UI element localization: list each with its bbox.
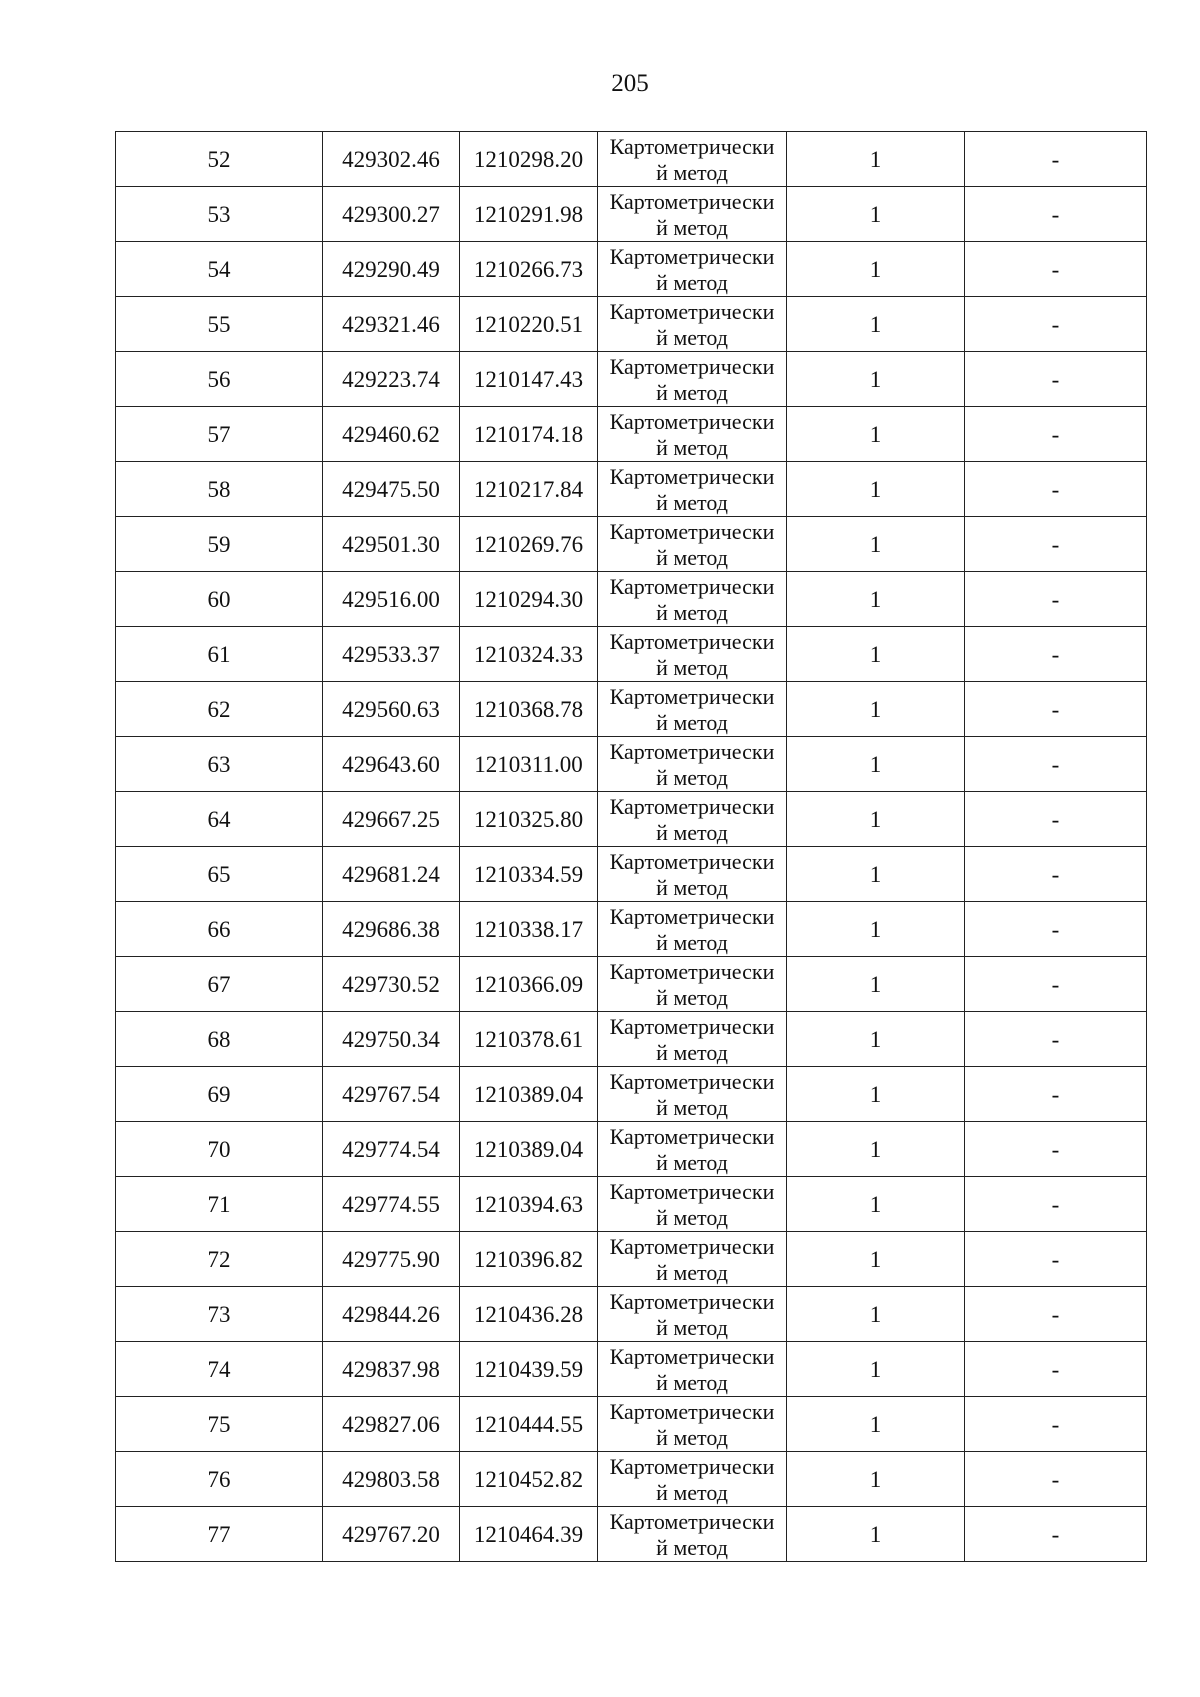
- y-coordinate-cell: 1210452.82: [460, 1452, 598, 1507]
- method-cell: [598, 957, 787, 1012]
- table-row: [116, 682, 1147, 737]
- y-coordinate-cell: 1210394.63: [460, 1177, 598, 1232]
- point-number-cell: 69: [116, 1067, 323, 1122]
- method-cell: [598, 1122, 787, 1177]
- x-coordinate-cell: 429300.27: [323, 187, 460, 242]
- x-coordinate-cell: 429560.63: [323, 682, 460, 737]
- accuracy-cell: 1: [787, 1067, 965, 1122]
- method-line-1: Картометрически: [609, 848, 775, 874]
- table-row: [116, 1232, 1147, 1287]
- note-cell: -: [965, 847, 1147, 902]
- y-coordinate-cell: 1210389.04: [460, 1067, 598, 1122]
- x-coordinate-cell: 429533.37: [323, 627, 460, 682]
- accuracy-cell: 1: [787, 957, 965, 1012]
- table-row: [116, 1067, 1147, 1122]
- point-number-cell: 59: [116, 517, 323, 572]
- table-row: [116, 1452, 1147, 1507]
- point-number-cell: 55: [116, 297, 323, 352]
- table-row: [116, 1122, 1147, 1177]
- method-line-1: Картометрически: [609, 1013, 775, 1039]
- method-line-2: й метод: [656, 324, 728, 350]
- point-number-cell: 75: [116, 1397, 323, 1452]
- method-line-1: Картометрически: [609, 353, 775, 379]
- note-cell: -: [965, 902, 1147, 957]
- x-coordinate-cell: 429667.25: [323, 792, 460, 847]
- table-row: [116, 957, 1147, 1012]
- method-cell: [598, 1507, 787, 1562]
- note-cell: -: [965, 1342, 1147, 1397]
- method-line-2: й метод: [656, 269, 728, 295]
- method-line-2: й метод: [656, 159, 728, 185]
- method-line-1: Картометрически: [609, 518, 775, 544]
- note-cell: -: [965, 957, 1147, 1012]
- method-cell: [598, 462, 787, 517]
- table-row: [116, 902, 1147, 957]
- note-cell: -: [965, 1122, 1147, 1177]
- coordinates-table-body: [116, 132, 1147, 1562]
- point-number-cell: 57: [116, 407, 323, 462]
- y-coordinate-cell: 1210266.73: [460, 242, 598, 297]
- method-line-1: Картометрически: [609, 683, 775, 709]
- accuracy-cell: 1: [787, 1397, 965, 1452]
- x-coordinate-cell: 429321.46: [323, 297, 460, 352]
- accuracy-cell: 1: [787, 462, 965, 517]
- table-row: [116, 737, 1147, 792]
- accuracy-cell: 1: [787, 352, 965, 407]
- method-cell: [598, 572, 787, 627]
- method-cell: [598, 352, 787, 407]
- method-line-1: Картометрически: [609, 1123, 775, 1149]
- method-cell: [598, 1397, 787, 1452]
- method-line-2: й метод: [656, 1369, 728, 1395]
- method-cell: [598, 1452, 787, 1507]
- method-line-2: й метод: [656, 379, 728, 405]
- method-line-2: й метод: [656, 214, 728, 240]
- page-number: 205: [611, 70, 649, 97]
- method-line-2: й метод: [656, 984, 728, 1010]
- note-cell: -: [965, 1397, 1147, 1452]
- method-line-2: й метод: [656, 489, 728, 515]
- point-number-cell: 52: [116, 132, 323, 187]
- method-line-2: й метод: [656, 929, 728, 955]
- method-cell: [598, 1177, 787, 1232]
- point-number-cell: 68: [116, 1012, 323, 1067]
- x-coordinate-cell: 429223.74: [323, 352, 460, 407]
- accuracy-cell: 1: [787, 1287, 965, 1342]
- accuracy-cell: 1: [787, 847, 965, 902]
- y-coordinate-cell: 1210366.09: [460, 957, 598, 1012]
- x-coordinate-cell: 429501.30: [323, 517, 460, 572]
- x-coordinate-cell: 429750.34: [323, 1012, 460, 1067]
- point-number-cell: 64: [116, 792, 323, 847]
- point-number-cell: 76: [116, 1452, 323, 1507]
- point-number-cell: 74: [116, 1342, 323, 1397]
- accuracy-cell: 1: [787, 1507, 965, 1562]
- method-line-2: й метод: [656, 434, 728, 460]
- y-coordinate-cell: 1210291.98: [460, 187, 598, 242]
- point-number-cell: 53: [116, 187, 323, 242]
- method-line-2: й метод: [656, 1204, 728, 1230]
- x-coordinate-cell: 429730.52: [323, 957, 460, 1012]
- accuracy-cell: 1: [787, 1232, 965, 1287]
- y-coordinate-cell: 1210298.20: [460, 132, 598, 187]
- table-row: [116, 1287, 1147, 1342]
- y-coordinate-cell: 1210324.33: [460, 627, 598, 682]
- note-cell: -: [965, 517, 1147, 572]
- method-line-1: Картометрически: [609, 463, 775, 489]
- method-line-1: Картометрически: [609, 958, 775, 984]
- method-line-2: й метод: [656, 874, 728, 900]
- x-coordinate-cell: 429460.62: [323, 407, 460, 462]
- point-number-cell: 77: [116, 1507, 323, 1562]
- accuracy-cell: 1: [787, 1012, 965, 1067]
- table-row: [116, 572, 1147, 627]
- table-row: [116, 1342, 1147, 1397]
- method-line-1: Картометрически: [609, 1068, 775, 1094]
- y-coordinate-cell: 1210396.82: [460, 1232, 598, 1287]
- table-row: [116, 792, 1147, 847]
- y-coordinate-cell: 1210147.43: [460, 352, 598, 407]
- method-cell: [598, 737, 787, 792]
- method-line-2: й метод: [656, 1094, 728, 1120]
- x-coordinate-cell: 429844.26: [323, 1287, 460, 1342]
- y-coordinate-cell: 1210368.78: [460, 682, 598, 737]
- table-row: [116, 407, 1147, 462]
- method-line-2: й метод: [656, 709, 728, 735]
- point-number-cell: 62: [116, 682, 323, 737]
- accuracy-cell: 1: [787, 682, 965, 737]
- y-coordinate-cell: 1210389.04: [460, 1122, 598, 1177]
- point-number-cell: 61: [116, 627, 323, 682]
- accuracy-cell: 1: [787, 407, 965, 462]
- method-line-2: й метод: [656, 544, 728, 570]
- method-line-1: Картометрически: [609, 1398, 775, 1424]
- accuracy-cell: 1: [787, 572, 965, 627]
- table-row: [116, 847, 1147, 902]
- x-coordinate-cell: 429643.60: [323, 737, 460, 792]
- table-row: [116, 1397, 1147, 1452]
- x-coordinate-cell: 429774.54: [323, 1122, 460, 1177]
- method-line-2: й метод: [656, 764, 728, 790]
- note-cell: -: [965, 1507, 1147, 1562]
- method-line-1: Картометрически: [609, 298, 775, 324]
- method-line-2: й метод: [656, 1424, 728, 1450]
- method-line-1: Картометрически: [609, 738, 775, 764]
- method-line-1: Картометрически: [609, 243, 775, 269]
- point-number-cell: 70: [116, 1122, 323, 1177]
- x-coordinate-cell: 429302.46: [323, 132, 460, 187]
- note-cell: -: [965, 407, 1147, 462]
- note-cell: -: [965, 132, 1147, 187]
- point-number-cell: 67: [116, 957, 323, 1012]
- table-row: [116, 242, 1147, 297]
- note-cell: -: [965, 682, 1147, 737]
- note-cell: -: [965, 572, 1147, 627]
- y-coordinate-cell: 1210334.59: [460, 847, 598, 902]
- point-number-cell: 65: [116, 847, 323, 902]
- method-line-1: Картометрически: [609, 1178, 775, 1204]
- y-coordinate-cell: 1210174.18: [460, 407, 598, 462]
- note-cell: -: [965, 352, 1147, 407]
- method-cell: [598, 242, 787, 297]
- x-coordinate-cell: 429775.90: [323, 1232, 460, 1287]
- accuracy-cell: 1: [787, 1122, 965, 1177]
- method-line-1: Картометрически: [609, 408, 775, 434]
- y-coordinate-cell: 1210436.28: [460, 1287, 598, 1342]
- method-cell: [598, 297, 787, 352]
- note-cell: -: [965, 1067, 1147, 1122]
- method-line-1: Картометрически: [609, 133, 775, 159]
- x-coordinate-cell: 429837.98: [323, 1342, 460, 1397]
- method-line-1: Картометрически: [609, 188, 775, 214]
- x-coordinate-cell: 429803.58: [323, 1452, 460, 1507]
- method-cell: [598, 792, 787, 847]
- method-cell: [598, 1287, 787, 1342]
- table-row: [116, 1012, 1147, 1067]
- method-cell: [598, 1067, 787, 1122]
- method-line-1: Картометрически: [609, 1288, 775, 1314]
- accuracy-cell: 1: [787, 1342, 965, 1397]
- coordinates-table: [115, 131, 1147, 1562]
- y-coordinate-cell: 1210378.61: [460, 1012, 598, 1067]
- note-cell: -: [965, 1287, 1147, 1342]
- accuracy-cell: 1: [787, 132, 965, 187]
- method-line-2: й метод: [656, 1534, 728, 1560]
- table-row: [116, 462, 1147, 517]
- method-line-2: й метод: [656, 1479, 728, 1505]
- method-cell: [598, 187, 787, 242]
- point-number-cell: 71: [116, 1177, 323, 1232]
- method-line-1: Картометрически: [609, 628, 775, 654]
- note-cell: -: [965, 1452, 1147, 1507]
- x-coordinate-cell: 429681.24: [323, 847, 460, 902]
- point-number-cell: 60: [116, 572, 323, 627]
- method-line-1: Картометрически: [609, 903, 775, 929]
- point-number-cell: 72: [116, 1232, 323, 1287]
- method-cell: [598, 132, 787, 187]
- x-coordinate-cell: 429686.38: [323, 902, 460, 957]
- x-coordinate-cell: 429767.54: [323, 1067, 460, 1122]
- accuracy-cell: 1: [787, 902, 965, 957]
- point-number-cell: 73: [116, 1287, 323, 1342]
- x-coordinate-cell: 429774.55: [323, 1177, 460, 1232]
- x-coordinate-cell: 429516.00: [323, 572, 460, 627]
- method-line-1: Картометрически: [609, 793, 775, 819]
- table-row: [116, 352, 1147, 407]
- note-cell: -: [965, 1177, 1147, 1232]
- accuracy-cell: 1: [787, 1177, 965, 1232]
- y-coordinate-cell: 1210220.51: [460, 297, 598, 352]
- table-row: [116, 1507, 1147, 1562]
- method-cell: [598, 682, 787, 737]
- y-coordinate-cell: 1210269.76: [460, 517, 598, 572]
- method-line-1: Картометрически: [609, 573, 775, 599]
- method-cell: [598, 517, 787, 572]
- method-line-1: Картометрически: [609, 1233, 775, 1259]
- method-line-1: Картометрически: [609, 1343, 775, 1369]
- x-coordinate-cell: 429767.20: [323, 1507, 460, 1562]
- x-coordinate-cell: 429290.49: [323, 242, 460, 297]
- accuracy-cell: 1: [787, 737, 965, 792]
- table-row: [116, 132, 1147, 187]
- note-cell: -: [965, 737, 1147, 792]
- table-row: [116, 517, 1147, 572]
- table-row: [116, 187, 1147, 242]
- y-coordinate-cell: 1210217.84: [460, 462, 598, 517]
- accuracy-cell: 1: [787, 792, 965, 847]
- note-cell: -: [965, 242, 1147, 297]
- y-coordinate-cell: 1210439.59: [460, 1342, 598, 1397]
- accuracy-cell: 1: [787, 187, 965, 242]
- accuracy-cell: 1: [787, 517, 965, 572]
- note-cell: -: [965, 1232, 1147, 1287]
- note-cell: -: [965, 462, 1147, 517]
- accuracy-cell: 1: [787, 297, 965, 352]
- y-coordinate-cell: 1210464.39: [460, 1507, 598, 1562]
- method-cell: [598, 627, 787, 682]
- method-line-1: Картометрически: [609, 1508, 775, 1534]
- note-cell: -: [965, 297, 1147, 352]
- method-cell: [598, 902, 787, 957]
- accuracy-cell: 1: [787, 627, 965, 682]
- y-coordinate-cell: 1210294.30: [460, 572, 598, 627]
- accuracy-cell: 1: [787, 1452, 965, 1507]
- method-line-2: й метод: [656, 1259, 728, 1285]
- note-cell: -: [965, 792, 1147, 847]
- x-coordinate-cell: 429827.06: [323, 1397, 460, 1452]
- point-number-cell: 56: [116, 352, 323, 407]
- method-cell: [598, 1342, 787, 1397]
- y-coordinate-cell: 1210444.55: [460, 1397, 598, 1452]
- method-cell: [598, 1012, 787, 1067]
- table-row: [116, 1177, 1147, 1232]
- table-row: [116, 297, 1147, 352]
- y-coordinate-cell: 1210325.80: [460, 792, 598, 847]
- method-line-1: Картометрически: [609, 1453, 775, 1479]
- note-cell: -: [965, 187, 1147, 242]
- method-line-2: й метод: [656, 654, 728, 680]
- method-line-2: й метод: [656, 1314, 728, 1340]
- method-line-2: й метод: [656, 819, 728, 845]
- point-number-cell: 58: [116, 462, 323, 517]
- x-coordinate-cell: 429475.50: [323, 462, 460, 517]
- table-row: [116, 627, 1147, 682]
- method-line-2: й метод: [656, 599, 728, 625]
- point-number-cell: 54: [116, 242, 323, 297]
- note-cell: -: [965, 627, 1147, 682]
- method-cell: [598, 847, 787, 902]
- y-coordinate-cell: 1210311.00: [460, 737, 598, 792]
- method-line-2: й метод: [656, 1149, 728, 1175]
- y-coordinate-cell: 1210338.17: [460, 902, 598, 957]
- note-cell: -: [965, 1012, 1147, 1067]
- point-number-cell: 66: [116, 902, 323, 957]
- method-line-2: й метод: [656, 1039, 728, 1065]
- method-cell: [598, 407, 787, 462]
- accuracy-cell: 1: [787, 242, 965, 297]
- method-cell: [598, 1232, 787, 1287]
- point-number-cell: 63: [116, 737, 323, 792]
